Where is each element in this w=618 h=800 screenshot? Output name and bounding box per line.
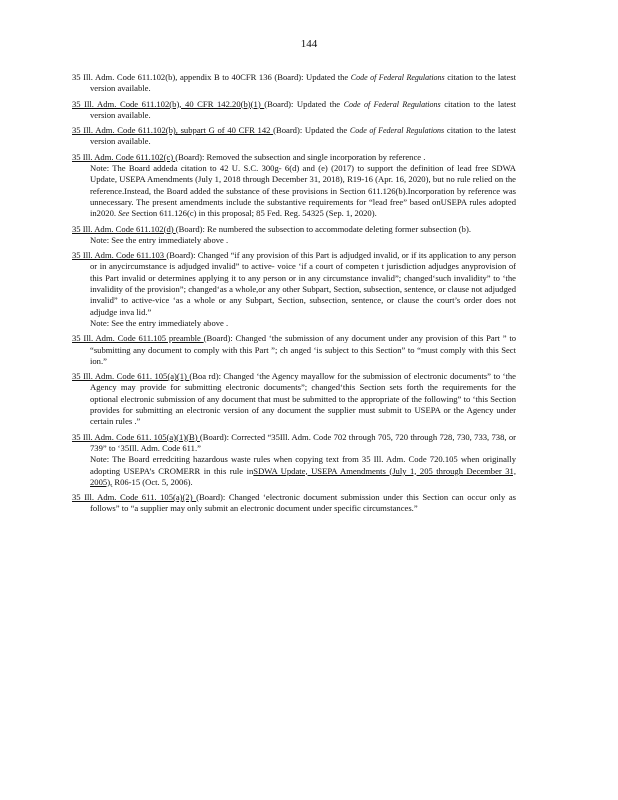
entry-citation: 35 Ill. Adm. Code 611. 105(a)(1)(B) — [72, 431, 200, 442]
entry-text: (Board): Corrected “35Ill. Adm. Code 702 through 705, 720 through 728, 730, 733, 738, or 739” to ‘35Ill. Adm. Code 611.” — [90, 431, 516, 453]
entry-text: (Board): Changed ‘electronic document submission under this Section can occur only as follows” to “a supplier may only submit an electronic document under specific circumstances.” — [90, 492, 516, 514]
entry-citation: 35 Ill. Adm. Code 611.102(b), subpart G of 40 CFR 142 — [72, 125, 274, 136]
entry-note — [90, 163, 516, 219]
entry-citation: 35 Ill. Adm. Code 611.102(d) — [72, 223, 176, 234]
entry-text: (Board): Updated the — [271, 72, 351, 82]
history-entry — [72, 432, 516, 488]
entry-text: (Board): Updated the — [273, 125, 350, 136]
entry-note: Note: See the entry immediately above . — [90, 234, 229, 245]
entry-citation: 35 Ill. Adm. Code 611.102(b), appendix B to 40CFR 136 — [72, 72, 272, 82]
entry-text: (Board): Changed ‘the submission of any document under any provision of this Part ” to “submitting any document to comply with this Part ”; ch anged ‘is subject to this Section” to “must comply with this Sect ion.” — [90, 333, 517, 366]
note-underlined: SDWA Update, USEPA Amendments (July 1, 205 through December 31, 2005), — [90, 465, 516, 487]
history-entry — [72, 371, 516, 427]
entry-italic: Code of Federal Regulations — [343, 99, 441, 109]
entry-text: (Board): Updated the — [264, 98, 344, 109]
entry-text-tail: citation to the latest version available. — [90, 125, 517, 147]
entry-text-tail: citation to the latest version available. — [90, 72, 516, 94]
document-body — [72, 72, 516, 519]
history-entry — [72, 250, 516, 329]
note-text-tail: Section 611.126(c) in this proposal; 85 Fed. Reg. 54325 (Sep. 1, 2020). — [129, 208, 377, 219]
entry-italic: Code of Federal Regulations — [350, 73, 445, 82]
history-entry — [72, 224, 516, 247]
history-entry — [72, 99, 516, 122]
entry-text: (Board): Changed “if any provision of this Part is adjudged invalid, or if its application to any person or in anycircumstance is adjudged invalid” to active- voice ‘if a court of competen t jurisdiction adjudges anyprovision of this Part invalid or determines applying it to any person or in any circumstance invalid”; changed‘such invalidity” to ‘the invalidity of the provision”; changed‘as a whole,or any other Subpart, Section, subsection, sentence, or clause not adjudged invalid” to active-vice ‘as a whole or any Subpart, Section, subsection, sentence, or clause the court’s order does not adjudge inva lid.” — [90, 250, 516, 317]
note-text-tail: R06-15 (Oct. 5, 2006). — [112, 476, 193, 487]
entry-citation: 35 Ill. Adm. Code 611. 105(a)(2) — [72, 492, 197, 503]
history-entry — [72, 125, 516, 148]
entry-citation: 35 Ill. Adm. Code 611.102(b), 40 CFR 142.20(b)(1) — [72, 98, 265, 109]
entry-text-tail: citation to the latest version available. — [90, 98, 517, 120]
entry-note — [90, 454, 516, 488]
note-text: Note: The Board erredciting hazardous waste rules when copying text from 35 Ill. Adm. Code 720.105 when originally adopting USEPA’s CROMERR in this rule in — [90, 454, 516, 476]
entry-text: (Board): Removed the subsection and single incorporation by reference . — [175, 151, 426, 162]
history-entry — [72, 492, 516, 515]
history-entry — [72, 152, 516, 220]
entry-citation: 35 Ill. Adm. Code 611.105 preamble — [72, 333, 204, 344]
note-italic: See — [118, 209, 130, 219]
entry-text: (Board): Re numbered the subsection to accommodate deleting former subsection (b). — [175, 223, 471, 234]
entry-note: Note: See the entry immediately above . — [90, 317, 229, 328]
page-number: 144 — [300, 38, 318, 50]
history-entry — [72, 72, 516, 95]
entry-text: (Boa rd): Changed ‘the Agency mayallow for the submission of electronic documents” to ‘the Agency may provide for submitting electronic documents”; changed‘this Section sets forth the requirements for the optional electronic submission of any document that must be submitted to the appropriate of the following” to ‘this Section provides for submitting an electronic version of any document the supplier must submit to USEPA or the Agency under certain rules .” — [90, 371, 516, 427]
entry-citation: 35 Ill. Adm. Code 611.103 — [72, 250, 167, 261]
history-entry — [72, 333, 516, 367]
note-text: Note: The Board addeda citation to 42 U. S.C. 300g- 6(d) and (e) (2017) to support the definition of lead free SDWA Update, USEPA Amendments (July 1, 2018 through December 31, 2018), R19-16 (Apr. 16, 2020), but no rule relied on the reference.Instead, the Board added the substance of these provisions in Section 611.126(b).Incorporation by reference was unnecessary. The present amendments include the substantive requirements for “lead free” based onUSEPA rules adopted in2020. — [90, 163, 516, 219]
entry-citation: 35 Ill. Adm. Code 611.102(c) — [72, 151, 176, 162]
entry-citation: 35 Ill. Adm. Code 611. 105(a)(1) — [72, 371, 190, 382]
entry-italic: Code of Federal Regulations — [349, 126, 445, 136]
